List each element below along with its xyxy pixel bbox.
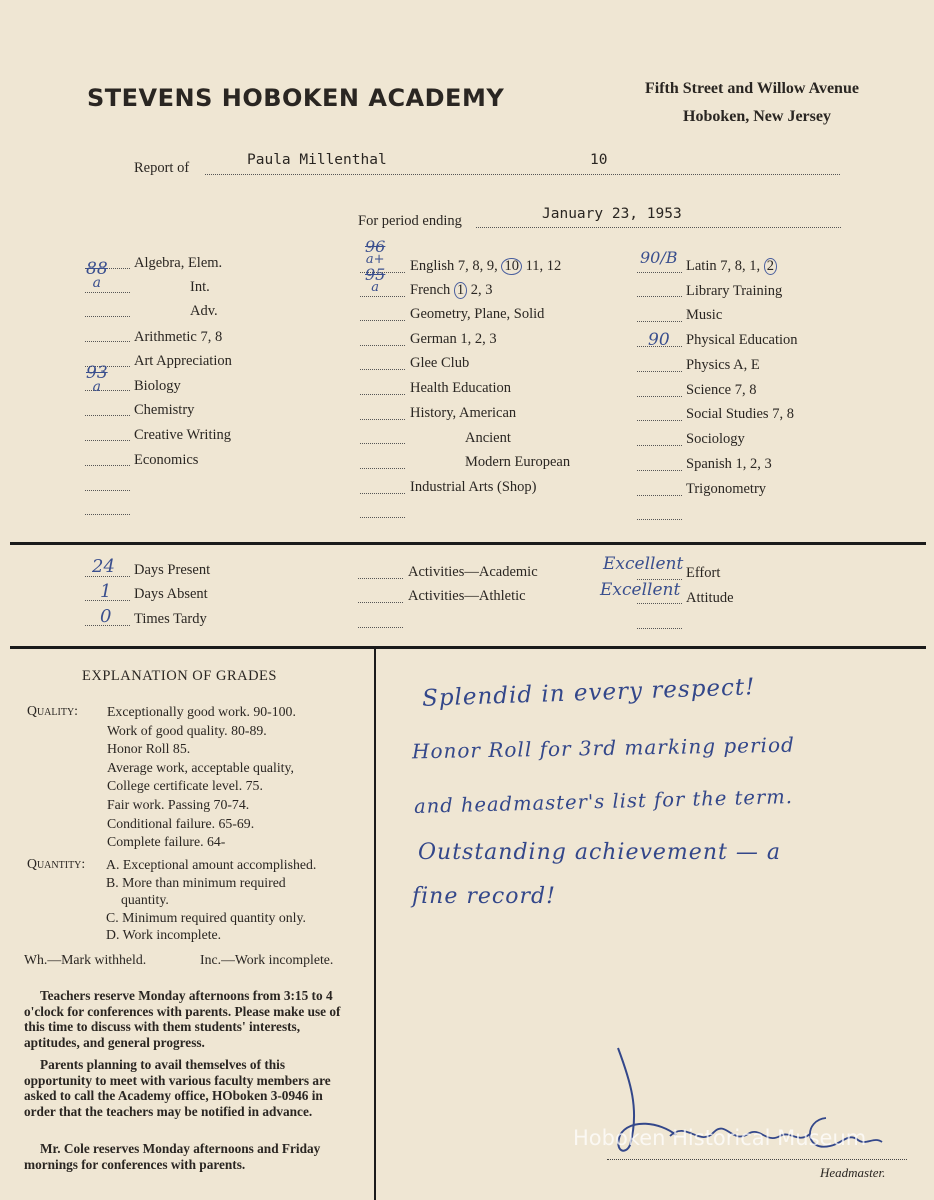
subject-spanish: Spanish 1, 2, 3 [686,456,772,472]
column-divider [374,648,376,1200]
quantity-label: Quantity: [27,856,86,871]
grade-french: 95 a [365,265,386,295]
blank-line [637,445,682,446]
blank-line [637,495,682,496]
appointment-paragraph: Parents planning to avail themselves of this opportunity to meet with various faculty members are asked to call the Academy office, HOboken 3-0946 in order that the teachers may be notified in advance. [24,1057,331,1119]
blank-line [637,371,682,372]
subject-algebra-int: Int. [190,279,210,295]
comment-line-4: Outstanding achievement — a [418,840,781,865]
effort-label: Effort [686,565,721,581]
subject-trigonometry: Trigonometry [686,481,767,497]
report-of-label: Report of [134,160,190,176]
blank-line [637,628,682,629]
withheld-note: Wh.—Mark withheld. [24,952,147,967]
blank-line [360,394,405,395]
comment-line-5: fine record! [412,884,556,909]
address-line1: Fifth Street and Willow Avenue [645,80,859,97]
grade-latin: 90/B [640,248,678,267]
signature-line [607,1159,907,1160]
subject-economics: Economics [134,452,199,468]
blank-line [637,519,682,520]
blank-line [360,296,405,297]
comment-line-2: Honor Roll for 3rd marking period [411,732,796,764]
subject-modern-european: Modern European [465,454,571,470]
blank-line [85,440,130,441]
blank-line [360,419,405,420]
headmaster-paragraph: Mr. Cole reserves Monday afternoons and Friday mornings for conferences with parents. [24,1141,321,1172]
subject-physical-education: Physical Education [686,332,798,348]
incomplete-note: Inc.—Work incomplete. [200,952,334,967]
times-tardy-value: 0 [100,606,112,627]
blank-line [358,602,403,603]
blank-line [358,578,403,579]
grade-physical-education: 90 [648,330,670,350]
blank-line [85,316,130,317]
subject-history-ancient: Ancient [465,430,511,446]
comment-line-3: and headmaster's list for the term. [413,785,794,818]
times-tardy-label: Times Tardy [134,611,207,627]
blank-line [360,517,405,518]
subject-geometry: Geometry, Plane, Solid [410,306,545,322]
subject-health-education: Health Education [410,380,512,396]
name-line [205,174,840,175]
school-title: STEVENS HOBOKEN ACADEMY [87,84,505,112]
comment-line-1: Splendid in every respect! [421,674,756,712]
blank-line [360,443,405,444]
address-line2: Hoboken, New Jersey [683,108,831,125]
blank-line [637,603,682,604]
subject-music: Music [686,307,723,323]
subject-biology: Biology [134,378,181,394]
subject-art-appreciation: Art Appreciation [134,353,232,369]
blank-line [360,468,405,469]
attitude-label: Attitude [686,590,734,606]
blank-line [85,292,130,293]
subject-algebra-adv: Adv. [190,303,218,319]
blank-line [85,415,130,416]
days-absent-value: 1 [100,581,112,602]
subject-industrial-arts: Industrial Arts (Shop) [410,479,537,495]
period-line [476,227,841,228]
subject-creative-writing: Creative Writing [134,427,231,443]
quantity-list: A. Exceptional amount accomplished. B. More than minimum required quantity. C. Minimum required quantity only. D. Work incomplete. [106,857,317,942]
blank-line [637,470,682,471]
activities-athletic: Activities—Athletic [408,588,526,604]
grade-algebra-int: 88 a [86,259,108,291]
days-present-label: Days Present [134,562,211,578]
subject-german: German 1, 2, 3 [410,331,497,347]
subject-science: Science 7, 8 [686,382,757,398]
blank-line [360,493,405,494]
blank-line [85,490,130,491]
conference-paragraph: Teachers reserve Monday afternoons from 3:15 to 4 o'clock for conferences with parents. Please make use of this time to discuss with them students' interests, aptitudes, and general progress. [24,988,341,1050]
subject-arithmetic: Arithmetic 7, 8 [134,329,223,345]
signature-title: Headmaster. [820,1165,886,1180]
student-name: Paula Millenthal [247,152,387,168]
blank-line [360,345,405,346]
subject-physics: Physics A, E [686,357,760,373]
quality-list: Exceptionally good work. 90-100. Work of good quality. 80-89. Honor Roll 85. Average work, acceptable quality, College certificate level. 75. Fair work. Passing 70-74. Conditional failure. 65-69. Complete failure. 64- [107,704,296,850]
subject-algebra-elem: Algebra, Elem. [134,255,223,271]
grade-biology: 93 a [86,363,108,395]
museum-watermark: Hoboken Historical Museum [573,1126,867,1150]
attitude-value: Excellent [600,580,681,600]
subject-french: French 1 2, 3 [410,282,493,298]
blank-line [637,420,682,421]
subject-history-american: History, American [410,405,517,421]
grade-level: 10 [590,152,608,168]
subject-library-training: Library Training [686,283,783,299]
subject-latin: Latin 7, 8, 1, 2 [686,258,777,275]
effort-value: Excellent [603,554,684,574]
section-divider [10,542,926,545]
subject-chemistry: Chemistry [134,402,195,418]
explanation-heading: EXPLANATION OF GRADES [82,668,277,684]
blank-line [85,341,130,342]
blank-line [637,396,682,397]
blank-line [637,272,682,273]
blank-line [85,514,130,515]
subject-social-studies: Social Studies 7, 8 [686,406,794,422]
quality-label: Quality: [27,703,79,718]
blank-line [360,320,405,321]
subject-sociology: Sociology [686,431,745,447]
blank-line [85,465,130,466]
grade-english: 96 a+ [365,237,386,267]
subject-glee-club: Glee Club [410,355,470,371]
section-divider [10,646,926,649]
period-date: January 23, 1953 [542,206,682,222]
blank-line [360,369,405,370]
period-label: For period ending [358,213,462,229]
subject-english: English 7, 8, 9, 10 11, 12 [410,258,562,274]
days-absent-label: Days Absent [134,586,208,602]
blank-line [637,296,682,297]
activities-academic: Activities—Academic [408,564,538,580]
blank-line [358,627,403,628]
blank-line [637,321,682,322]
days-present-value: 24 [92,556,115,577]
